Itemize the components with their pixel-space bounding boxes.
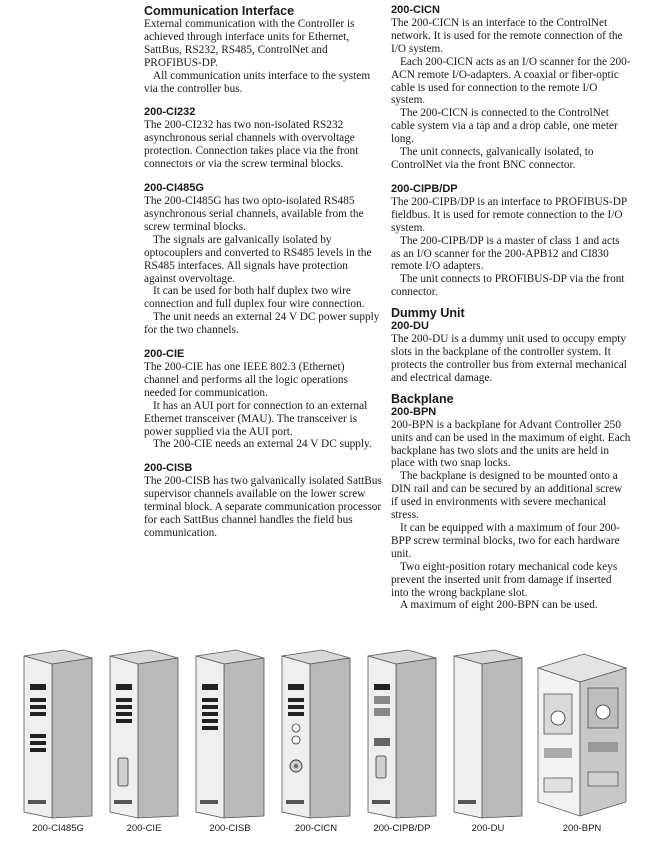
cicn-paragraph-2: Each 200-CICN acts as an I/O scanner for the 200-ACN remote I/O-adapters. A coaxial or fiber-optic cable is used for connection to the remote I/O system. — [391, 55, 631, 107]
bpn-paragraph-2: The backplane is designed to be mounted onto a DIN rail and can be secured by an additional screw if used in environments with severe mechanical stress. — [391, 470, 623, 522]
comm-intro-paragraph: External communication with the Controller is achieved through interface units for Ethernet, SattBus, RS232, RS485, ControlNet and PROFIBUS-DP. — [144, 18, 355, 69]
cipb-caption: 200-CIPB/DP — [373, 823, 431, 834]
cicn-heading: 200-CICN — [391, 4, 440, 16]
cisb-caption: 200-CISB — [209, 823, 251, 834]
product-images-row — [0, 648, 649, 843]
cie-paragraph-2: It has an AUI port for connection to an external Ethernet transceiver (MAU). The transceiver is power supplied via the AUI port. — [144, 399, 368, 438]
ci485g-heading: 200-CI485G — [144, 182, 204, 195]
ci232-paragraph: The 200-CI232 has two non-isolated RS232 asynchronous serial channels with overvoltage protection. Connection takes place via the front connectors or via the screw terminal blocks. — [144, 119, 359, 171]
communication-interface-title: Communication Interface — [144, 4, 295, 18]
ci485g-paragraph-1: The 200-CI485G has two opto-isolated RS485 asynchronous serial channels, available from the screw terminal blocks. — [144, 195, 364, 233]
bpn-caption: 200-BPN — [562, 823, 602, 834]
ci485g-paragraph-2: The signals are galvanically isolated by optocouplers and converted to RS485 levels in the RS485 interfaces. All signals have protection against overvoltage. — [144, 233, 372, 285]
du-module-image — [448, 648, 528, 820]
cipb-heading: 200-CIPB/DP — [391, 182, 458, 195]
ci485g-paragraph-3: It can be used for both half duplex two wire connection and full duplex four wire connection. — [144, 285, 365, 311]
du-heading: 200-DU — [391, 320, 429, 333]
cie-paragraph-1: The 200-CIE has one IEEE 802.3 (Ethernet) channel and performs all the logic operations needed for communication. — [144, 361, 348, 399]
cie-caption: 200-CIE — [126, 823, 162, 834]
cicn-paragraph-1: The 200-CICN is an interface to the ControlNet network. It is used for the remote connection of the I/O system. — [391, 17, 623, 55]
cisb-module-image — [190, 648, 270, 820]
bpn-backplane-image — [534, 648, 630, 820]
left-column — [144, 4, 382, 540]
cicn-paragraph-4: The unit connects, galvanically isolated, to ControlNet via the front BNC connector. — [391, 146, 594, 171]
cie-module-image — [104, 648, 184, 820]
cie-heading: 200-CIE — [144, 348, 185, 361]
bpn-paragraph-5: A maximum of eight 200-BPN can be used. — [400, 599, 598, 612]
du-caption: 200-DU — [471, 823, 505, 834]
cie-paragraph-3: The 200-CIE needs an external 24 V DC supply. — [153, 438, 372, 451]
dummy-unit-title: Dummy Unit — [391, 306, 465, 321]
cipb-paragraph-1: The 200-CIPB/DP is an interface to PROFIBUS-DP fieldbus. It is used for remote connection to the I/O system. — [391, 195, 627, 234]
cipb-paragraph-2: The 200-CIPB/DP is a master of class 1 and acts as an I/O scanner for the 200-APB12 and CI830 remote I/O adapters. — [391, 234, 620, 273]
backplane-title: Backplane — [391, 391, 454, 406]
bpn-heading: 200-BPN — [391, 405, 437, 418]
cisb-heading: 200-CISB — [144, 462, 193, 475]
right-column — [391, 4, 631, 612]
cipb-paragraph-3: The unit connects to PROFIBUS-DP via the front connector. — [391, 273, 625, 299]
cicn-paragraph-3: The 200-CICN is connected to the ControlNet cable system via a tap and a drop cable, one meter long. — [391, 107, 618, 146]
du-paragraph: The 200-DU is a dummy unit used to occupy empty slots in the backplane of the controller system. It protects the controller bus from external mechanical and electrical damage. — [391, 333, 627, 384]
cipb-module-image — [362, 648, 442, 820]
ci485g-module-image — [18, 648, 98, 820]
cicn-module-image — [276, 648, 356, 820]
bpn-paragraph-1: 200-BPN is a backplane for Advant Controller 250 units and can be used in the maximum of eight. Each backplane has two slots and the units are held in place with two snap locks. — [391, 418, 631, 470]
ci485g-paragraph-4: The unit needs an external 24 V DC power supply for the two channels. — [144, 311, 380, 337]
bpn-paragraph-4: Two eight-position rotary mechanical code keys prevent the inserted unit from damage if inserted into the wrong backplane slot. — [391, 560, 618, 599]
cisb-paragraph: The 200-CISB has two galvanically isolated SattBus supervisor channels available on the lower screw terminal block. A separate communication processor for each SattBus channel handles the field bus communication. — [144, 475, 382, 539]
ci485g-caption: 200-CI485G — [32, 823, 84, 834]
ci232-heading: 200-CI232 — [144, 106, 196, 119]
cicn-caption: 200-CICN — [294, 823, 338, 834]
bpn-paragraph-3: It can be equipped with a maximum of four 200-BPP screw terminal blocks, two for each hardware unit. — [391, 522, 620, 560]
comm-bus-paragraph: All communication units interface to the system via the controller bus. — [144, 69, 371, 95]
